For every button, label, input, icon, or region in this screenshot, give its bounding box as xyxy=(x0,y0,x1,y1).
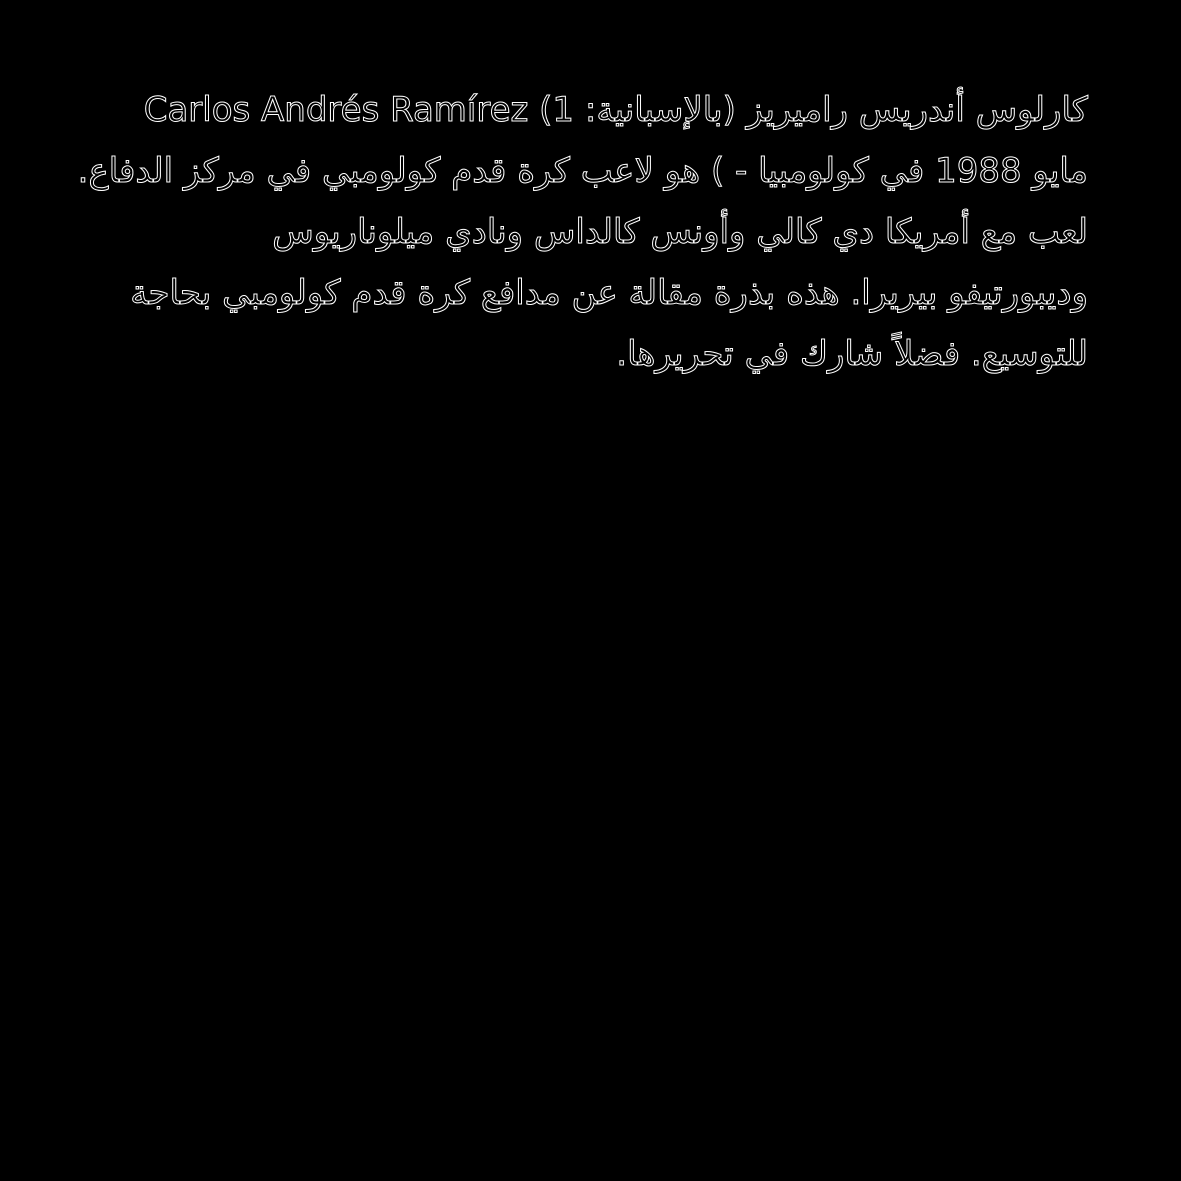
article-text xyxy=(77,80,1088,385)
article-line-1: كارلوس أندريس راميريز (بالإسبانية: Carlos Andrés Ramírez (1 xyxy=(143,90,1088,130)
article-line-5: للتوسيع. فضلاً شارك في تحريرها. xyxy=(616,334,1088,374)
article-line-3: لعب مع أمريكا دي كالي وأونس كالداس ونادي ميلوناريوس xyxy=(272,212,1088,252)
article-line-4: وديبورتيفو بيريرا. هذه بذرة مقالة عن مدافع كرة قدم كولومبي بحاجة xyxy=(130,273,1088,313)
article-line-2: مايو 1988 في كولومبيا - ) هو لاعب كرة قدم كولومبي في مركز الدفاع. xyxy=(77,151,1088,191)
